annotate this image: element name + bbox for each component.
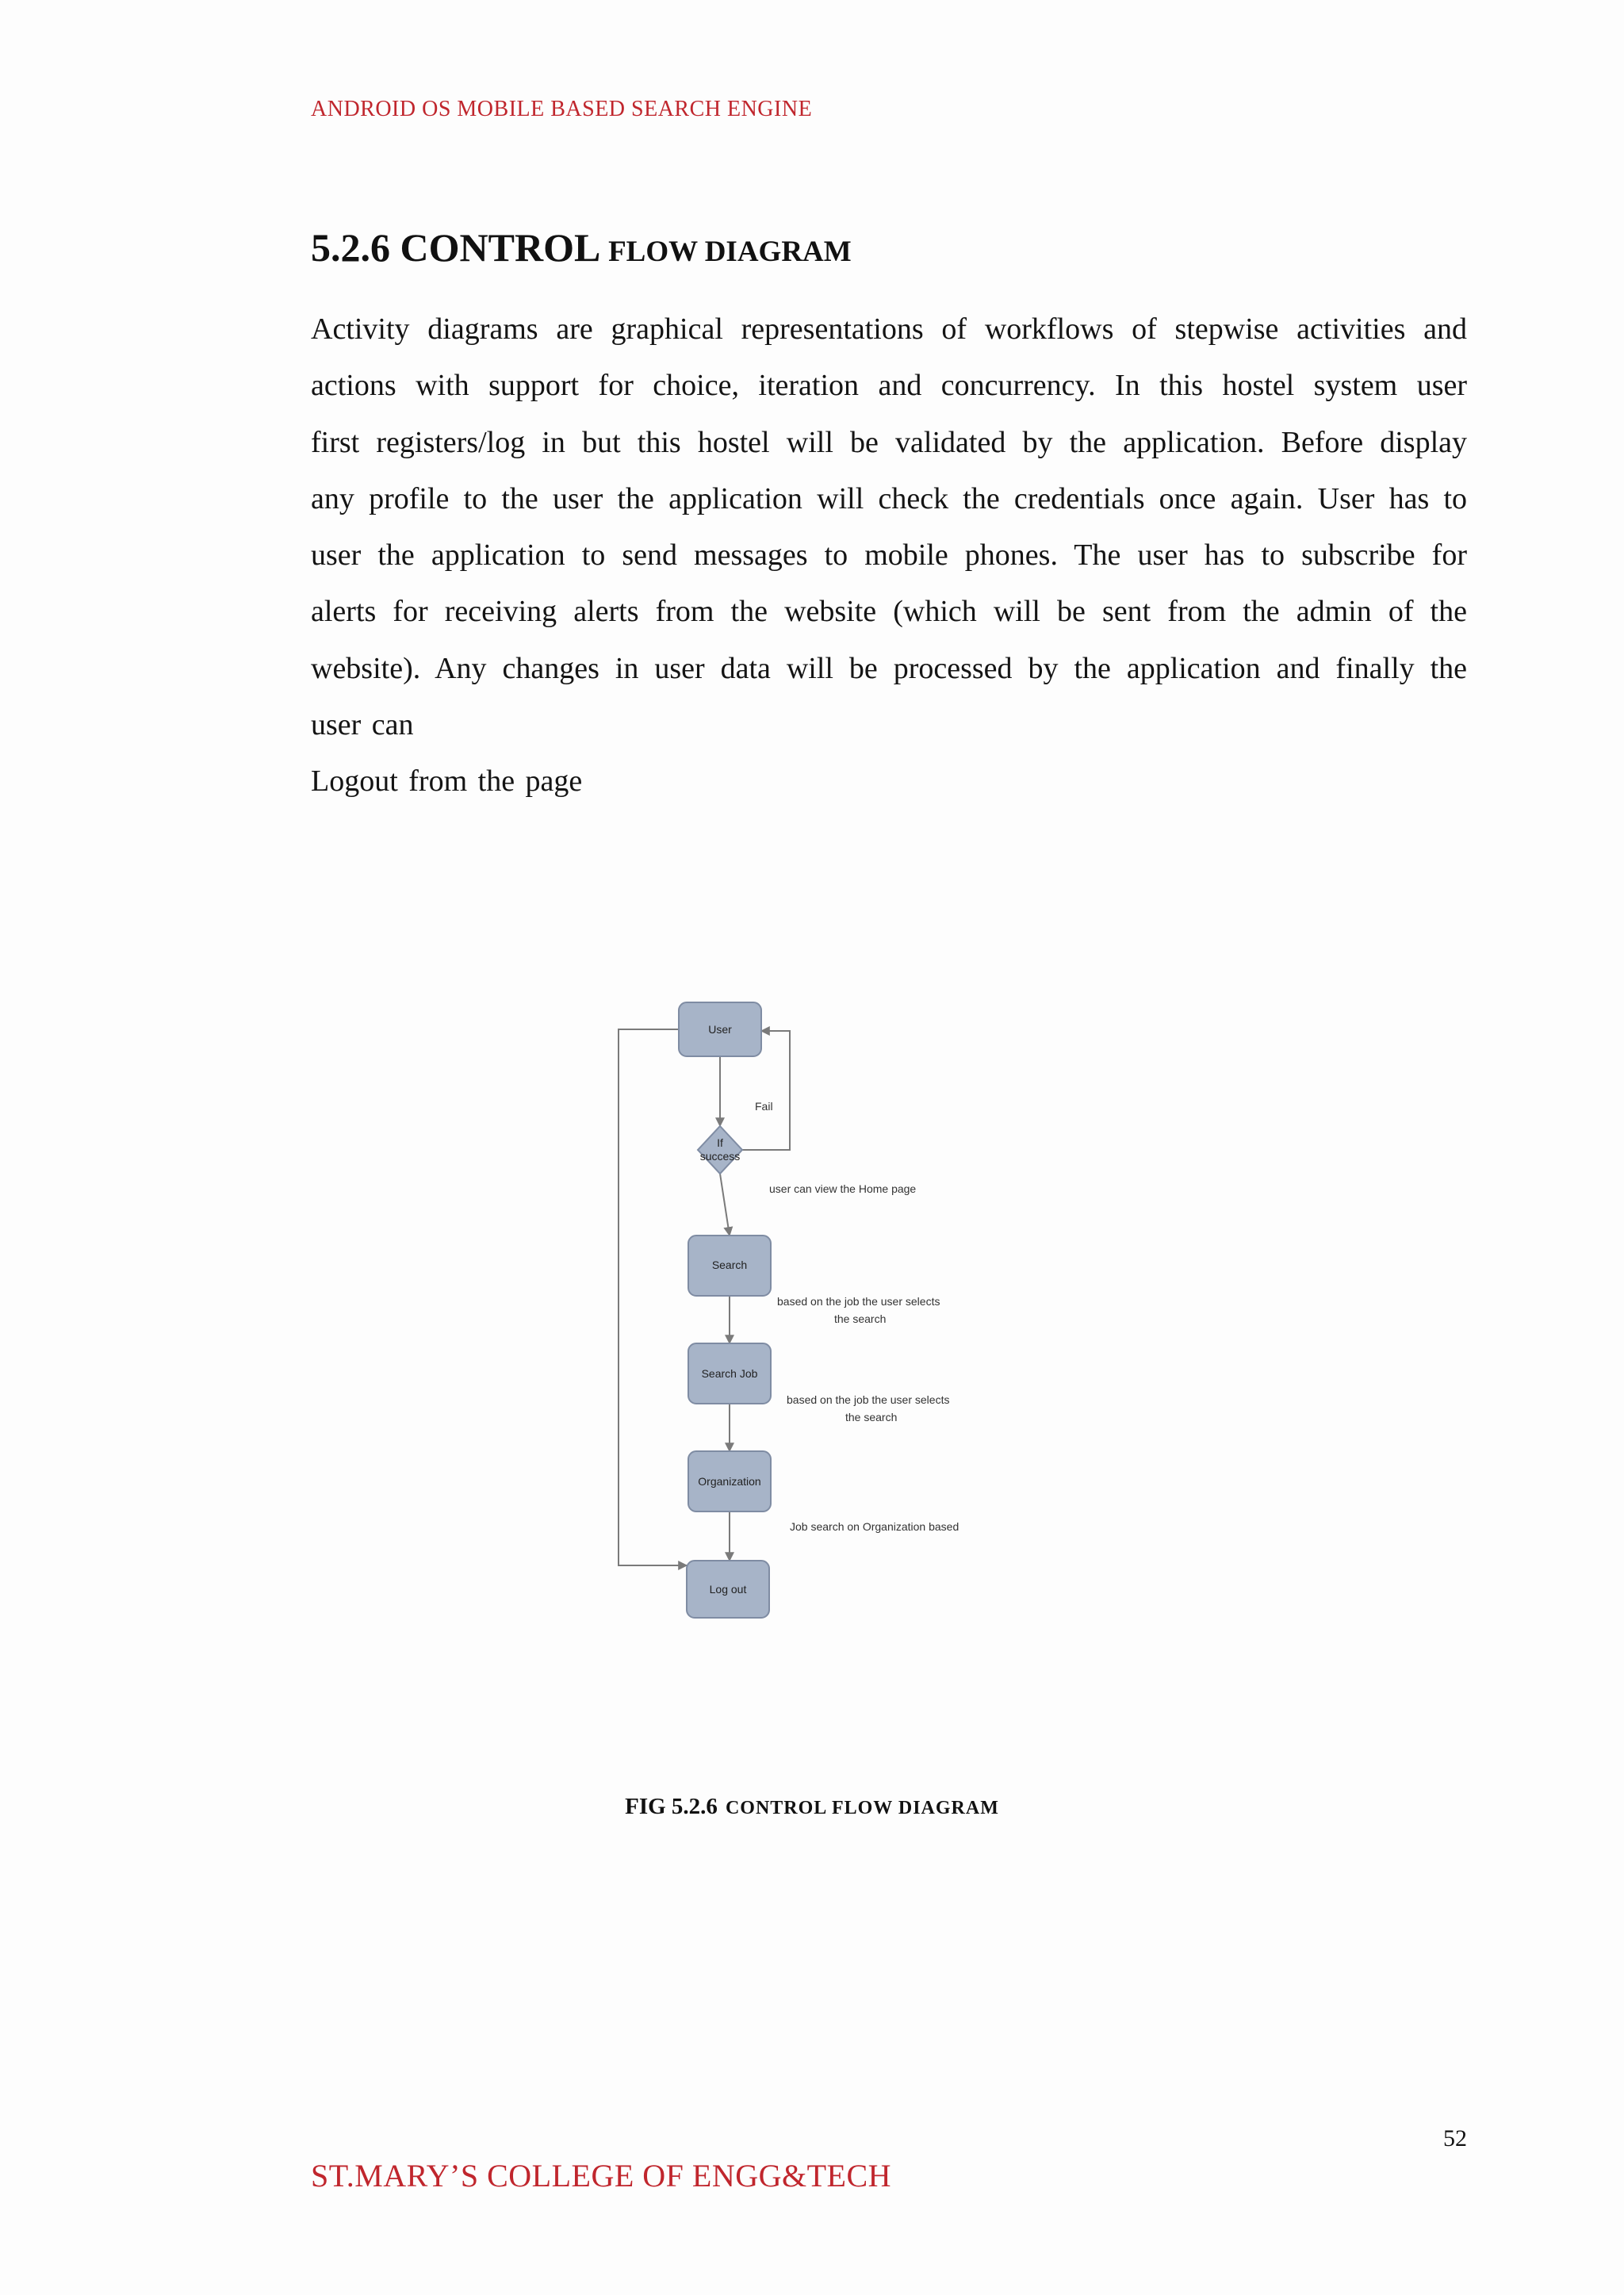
section-number-title: 5.2.6 CONTROL — [311, 225, 599, 270]
edge-label-search-job-1: based on the job the user selects — [777, 1295, 940, 1308]
diagram-canvas — [611, 991, 991, 1626]
node-decision — [698, 1126, 742, 1174]
figure-caption-lead: FIG 5.2.6 — [625, 1794, 718, 1819]
edge-label-job-org-1: based on the job the user selects — [787, 1393, 950, 1406]
edge-label-fail: Fail — [755, 1100, 773, 1113]
node-logout-label: Log out — [709, 1583, 747, 1596]
running-footer: ST.MARY’S COLLEGE OF ENGG&TECH — [311, 2158, 892, 2193]
node-decision-label-2: success — [699, 1150, 741, 1163]
node-user-label: User — [708, 1023, 732, 1036]
node-search-job-label: Search Job — [701, 1367, 758, 1380]
body-line: actions with support for choice, iteration and concurrency. In this hostel system user — [311, 369, 1467, 403]
edge-label-search-job-2: the search — [834, 1312, 887, 1325]
section-heading — [311, 224, 852, 270]
node-search — [688, 1236, 771, 1296]
running-header: ANDROID OS MOBILE BASED SEARCH ENGINE — [311, 97, 813, 121]
body-paragraph — [311, 301, 1467, 810]
figure-caption — [0, 1794, 1624, 1820]
control-flow-diagram — [611, 991, 991, 1626]
figure-caption-title: CONTROL FLOW DIAGRAM — [725, 1798, 999, 1818]
body-line: Activity diagrams are graphical representations of workflows of stepwise activities and — [311, 312, 1467, 346]
body-line: any profile to the user the application will check the credentials once again. User has to — [311, 481, 1467, 515]
edge-label-home: user can view the Home page — [769, 1182, 917, 1195]
page-number: 52 — [1443, 2125, 1467, 2151]
node-search-job — [688, 1343, 771, 1404]
node-organization-label: Organization — [698, 1475, 761, 1488]
node-decision-label-1: If — [717, 1136, 723, 1149]
node-search-label: Search — [711, 1259, 748, 1271]
section-title-rest: FLOW DIAGRAM — [608, 236, 852, 268]
body-line: first registers/log in but this hostel will be validated by the application. Before display — [311, 425, 1467, 459]
body-line: user can — [311, 708, 414, 742]
node-logout — [687, 1561, 769, 1618]
edge-label-org-logout: Job search on Organization based — [790, 1520, 959, 1533]
edge-decision-to-search — [720, 1174, 730, 1236]
node-organization — [688, 1451, 771, 1511]
node-user — [679, 1002, 761, 1056]
body-line: user the application to send messages to mobile phones. The user has to subscribe for — [311, 538, 1467, 573]
body-line: Logout from the page — [311, 764, 583, 799]
body-line: website). Any changes in user data will be processed by the application and finally the — [311, 651, 1467, 685]
body-line: alerts for receiving alerts from the website (which will be sent from the admin of the — [311, 595, 1467, 629]
edge-label-job-org-2: the search — [845, 1411, 898, 1423]
edge-user-bypass-to-logout — [619, 1029, 687, 1565]
